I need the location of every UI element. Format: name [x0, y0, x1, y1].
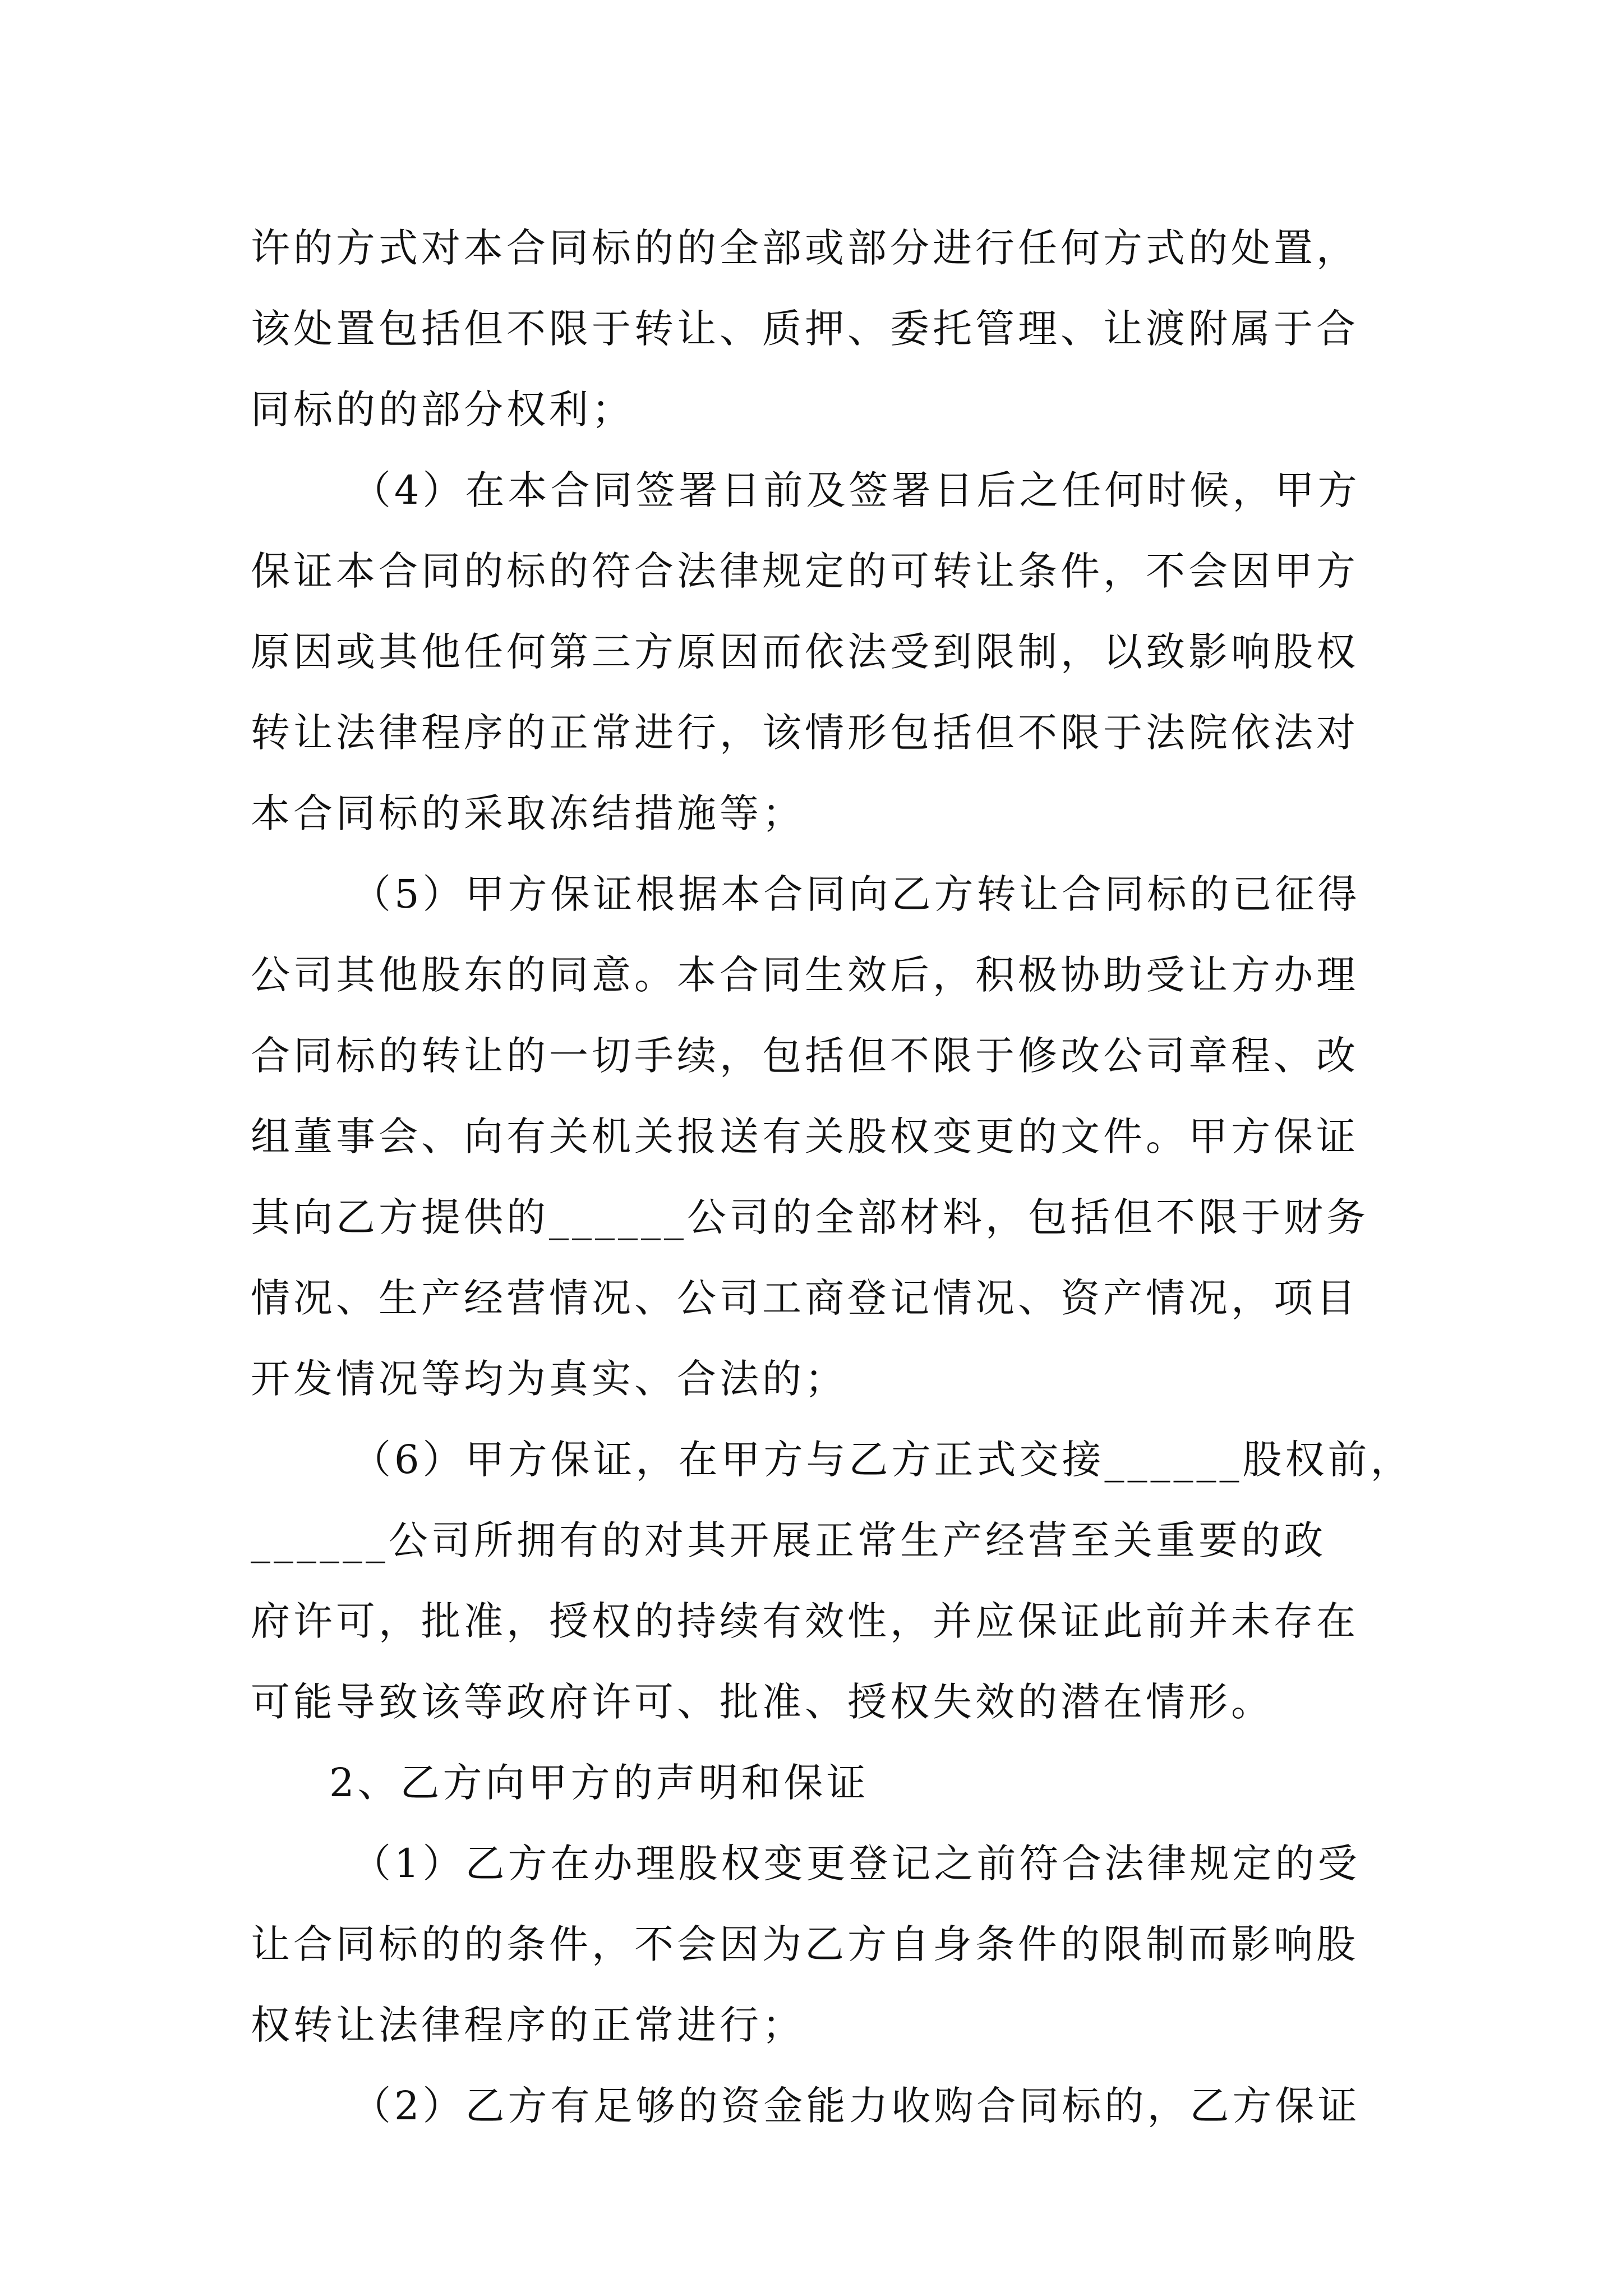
text-line: 许的方式对本合同标的的全部或部分进行任何方式的处置， — [251, 225, 1359, 271]
clause-4-start: （4）在本合同签署日前及签署日后之任何时候，甲方 — [352, 467, 1361, 513]
clause-6-start: （6）甲方保证，在甲方与乙方正式交接______股权前， — [352, 1437, 1413, 1483]
text-line: 让合同标的的条件，不会因为乙方自身条件的限制而影响股 — [251, 1921, 1359, 1967]
text-line: 合同标的转让的一切手续，包括但不限于修改公司章程、改 — [251, 1033, 1359, 1079]
document-body — [251, 208, 1413, 2146]
clause-b1-start: （1）乙方在办理股权变更登记之前符合法律规定的受 — [352, 1841, 1361, 1887]
section-2-heading: 2、乙方向甲方的声明和保证 — [329, 1760, 869, 1806]
text-line: 权转让法律程序的正常进行； — [251, 2002, 805, 2048]
text-line: 可能导致该等政府许可、批准、授权失效的潜在情形。 — [251, 1679, 1274, 1725]
text-line: 府许可，批准，授权的持续有效性，并应保证此前并未存在 — [251, 1598, 1359, 1644]
clause-b2-start: （2）乙方有足够的资金能力收购合同标的，乙方保证 — [352, 2083, 1361, 2129]
text-line: 保证本合同的标的符合法律规定的可转让条件，不会因甲方 — [251, 548, 1359, 594]
text-line: 公司其他股东的同意。本合同生效后，积极协助受让方办理 — [251, 952, 1359, 998]
text-line: ______公司所拥有的对其开展正常生产经营至关重要的政 — [251, 1517, 1326, 1563]
text-line: 本合同标的采取冻结措施等； — [251, 790, 805, 836]
text-line: 开发情况等均为真实、合法的； — [251, 1356, 847, 1402]
text-line: 情况、生产经营情况、公司工商登记情况、资产情况，项目 — [251, 1275, 1359, 1321]
text-line: 原因或其他任何第三方原因而依法受到限制，以致影响股权 — [251, 629, 1359, 675]
clause-5-start: （5）甲方保证根据本合同向乙方转让合同标的已征得 — [352, 871, 1361, 917]
text-line: 同标的的部分权利； — [251, 386, 634, 432]
text-line: 转让法律程序的正常进行，该情形包括但不限于法院依法对 — [251, 710, 1359, 756]
text-line: 该处置包括但不限于转让、质押、委托管理、让渡附属于合 — [251, 306, 1359, 352]
text-line: 其向乙方提供的______公司的全部材料，包括但不限于财务 — [251, 1194, 1369, 1240]
text-line: 组董事会、向有关机关报送有关股权变更的文件。甲方保证 — [251, 1114, 1359, 1159]
